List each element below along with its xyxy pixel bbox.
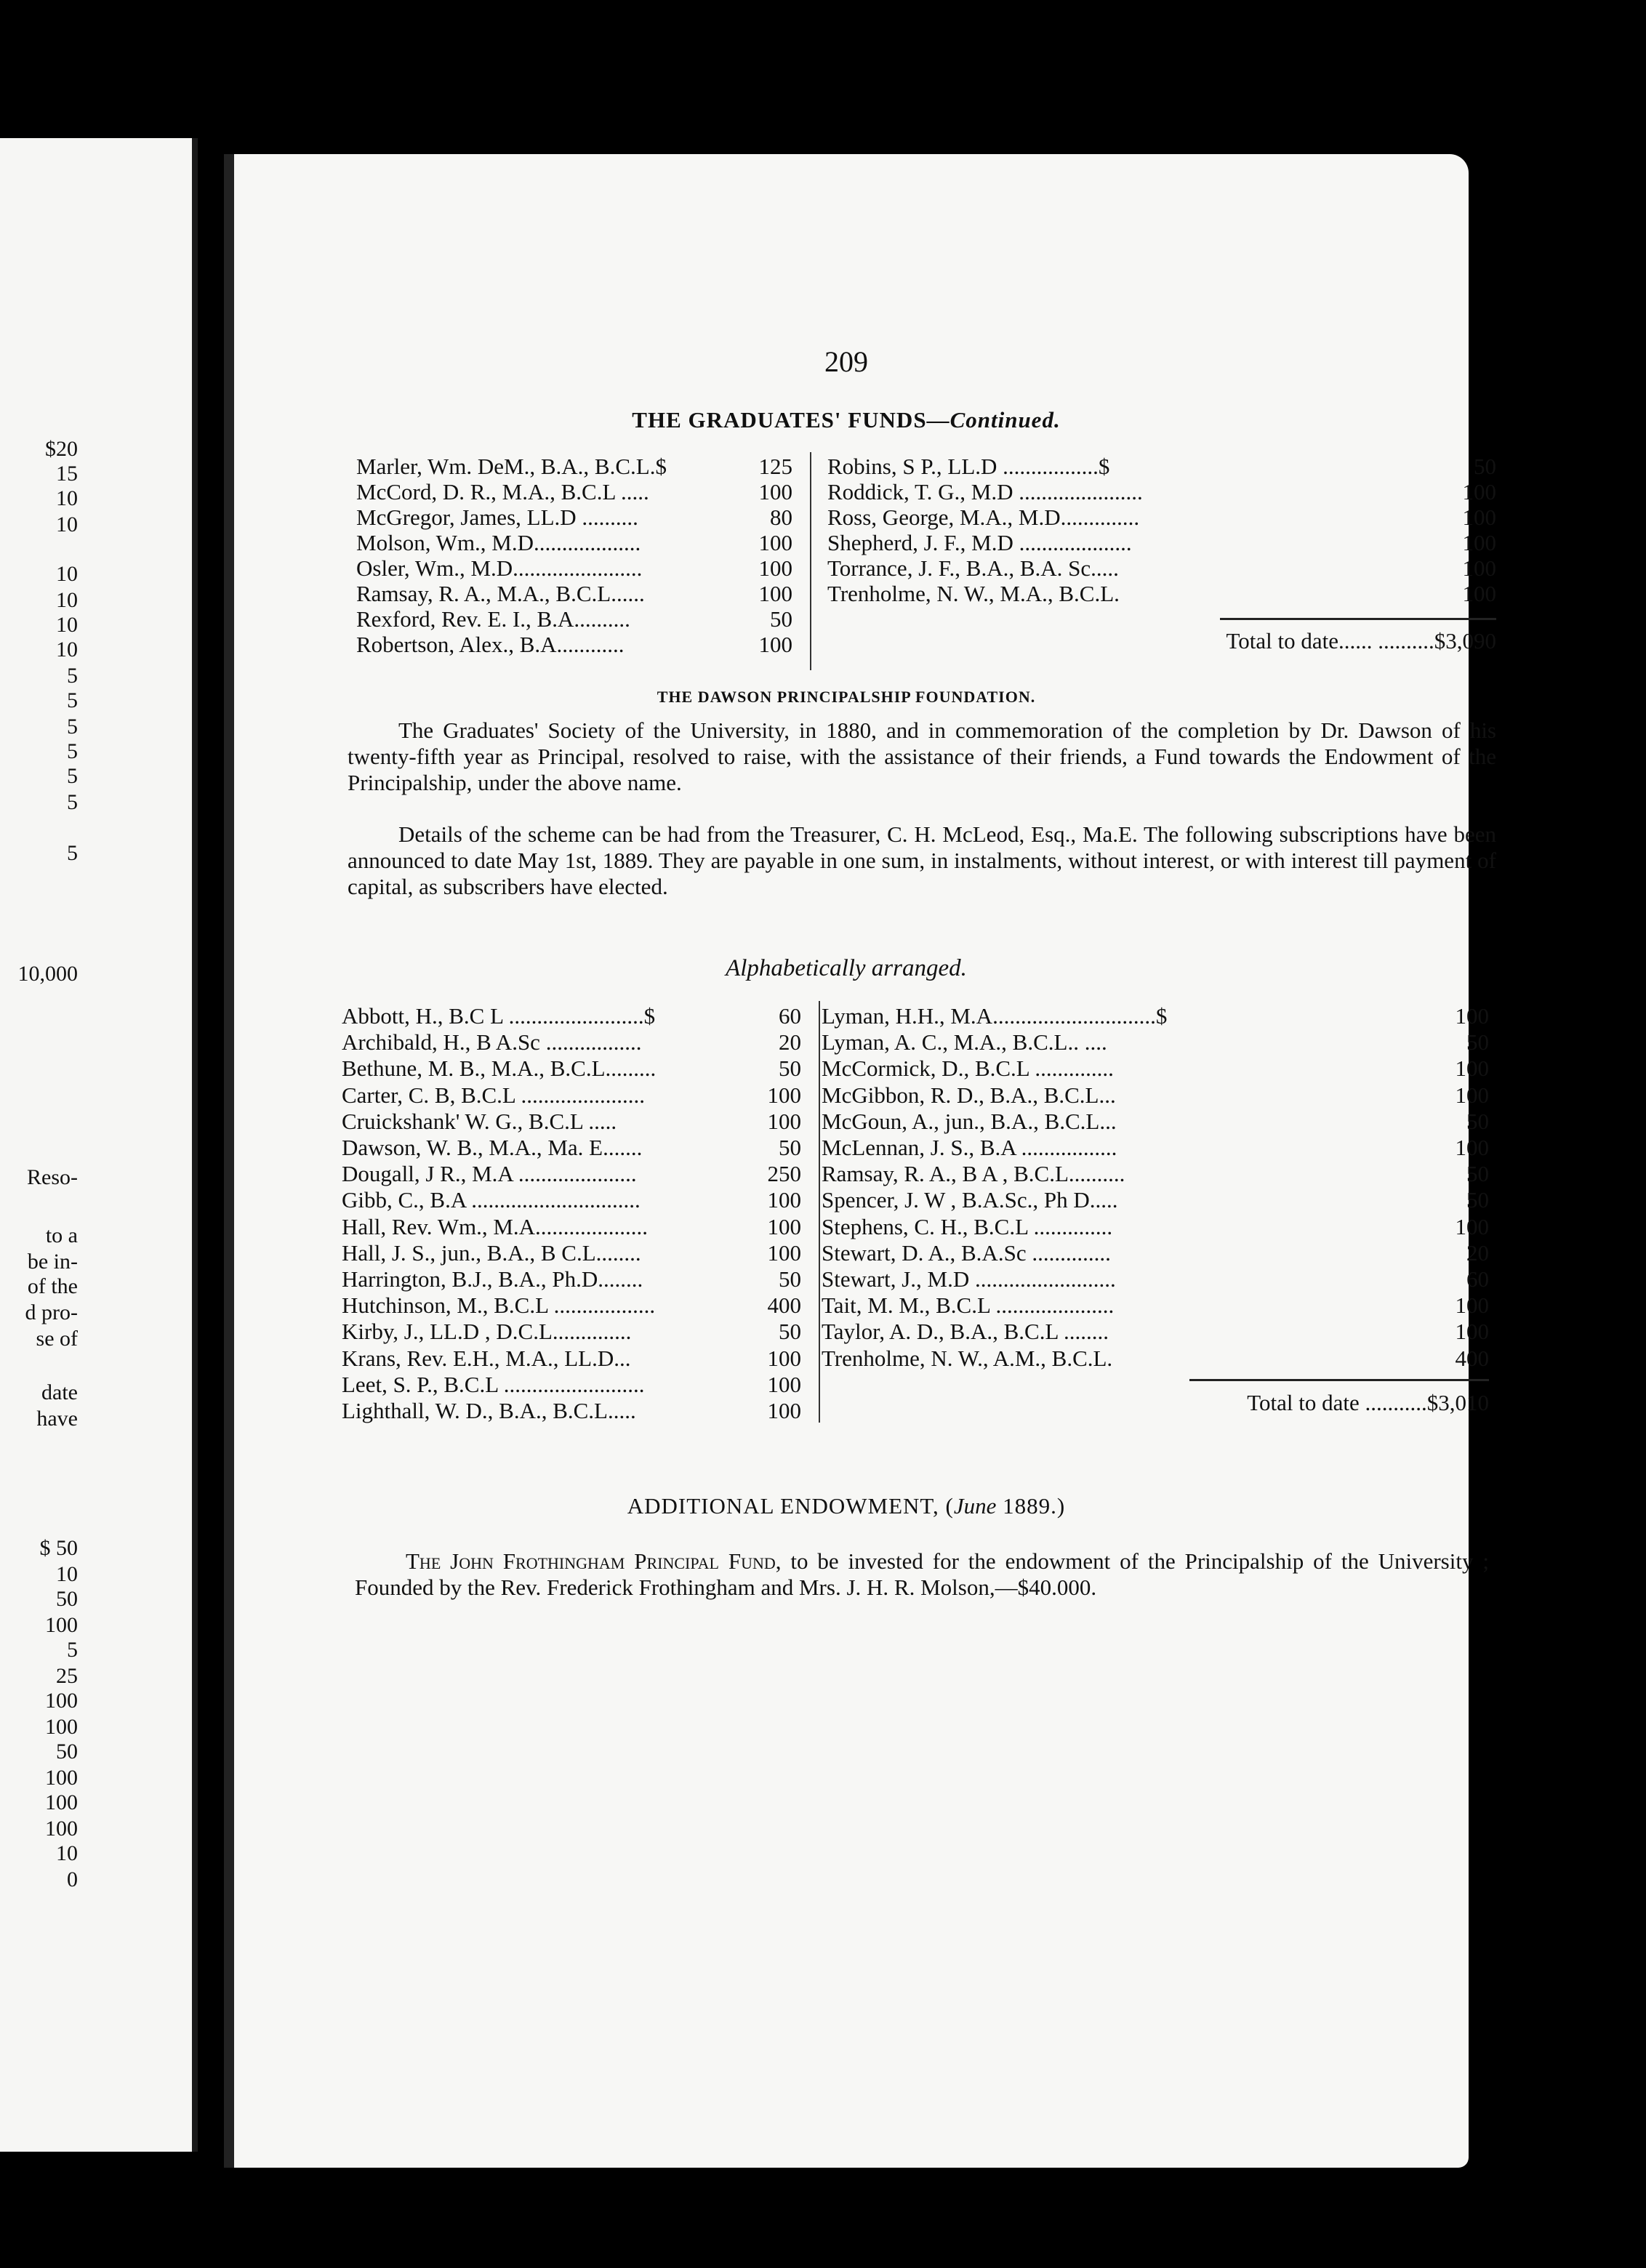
facing-page-line: 10,000	[17, 962, 78, 986]
facing-page-line: 0	[67, 1867, 78, 1891]
amount: 50	[779, 1135, 801, 1160]
heading-text: THE GRADUATES' FUNDS—	[632, 407, 950, 433]
amount: 50	[1474, 454, 1496, 479]
facing-page-line: Reso-	[27, 1165, 78, 1189]
amount: 50	[1466, 1108, 1489, 1134]
additional-endowment-paragraph	[355, 1548, 1489, 1601]
subscriber-name: Hutchinson, M., B.C.L ..................	[342, 1292, 656, 1319]
subscriber-name: Ramsay, R. A., M.A., B.C.L......	[356, 581, 645, 606]
paragraph-text: The Graduates' Society of the University, in 1880, and in commemoration of the completion by Dr. Dawson of his twenty-fifth year as Principal, resolved to raise, with the assistance of their friends, a Fund towards the Endowment of the Principalship, under the above name.	[348, 717, 1496, 795]
facing-page-line: 100	[45, 1790, 78, 1814]
paragraph-text: Details of the scheme can be had from the Treasurer, C. H. McLeod, Esq., Ma.E. The following subscriptions have been announced to date May 1st, 1889. They are payable in one sum, in instalments, without interest, or with interest till payment of capital, as subscribers have elected.	[348, 821, 1496, 899]
facing-page-line: 5	[67, 664, 78, 688]
subscriber-name: Bethune, M. B., M.A., B.C.L.........	[342, 1055, 657, 1082]
amount: 400	[1455, 1345, 1489, 1371]
graduates-funds-total: Total to date...... ..........$3,090	[1226, 628, 1496, 654]
subscriber-name: Carter, C. B, B.C.L ......................	[342, 1082, 645, 1108]
subscriber-name: Lighthall, W. D., B.A., B.C.L.....	[342, 1398, 636, 1423]
facing-page-line: $ 50	[39, 1536, 78, 1560]
fund-name: The John Frothingham Principal Fund	[406, 1548, 776, 1574]
amount: 100	[1455, 1213, 1489, 1239]
subscriber-name: Roddick, T. G., M.D ......................	[827, 479, 1143, 504]
subscriber-name: Taylor, A. D., B.A., B.C.L ........	[822, 1319, 1109, 1345]
subscriber-name: Hall, Rev. Wm., M.A....................	[342, 1213, 649, 1239]
facing-page-line: 100	[45, 1766, 78, 1790]
subscriber-name: Ramsay, R. A., B A , B.C.L..........	[822, 1161, 1125, 1187]
subscriber-name: McCormick, D., B.C.L ..............	[822, 1055, 1114, 1082]
facing-page-line: 100	[45, 1613, 78, 1637]
subscriber-name: Trenholme, N. W., M.A., B.C.L.	[827, 581, 1120, 606]
amount: 100	[767, 1345, 801, 1371]
heading-italic: June	[953, 1493, 997, 1519]
amount: 100	[767, 1213, 801, 1239]
facing-page-line: se of	[36, 1327, 78, 1351]
amount: 100	[758, 530, 792, 555]
amount: 100	[1462, 581, 1496, 606]
paragraph-text	[355, 1548, 1489, 1601]
facing-page-line: 10	[56, 1562, 78, 1586]
amount: 100	[1462, 555, 1496, 581]
subscriber-name: Osler, Wm., M.D.......................	[356, 555, 643, 581]
facing-page-line: 100	[45, 1715, 78, 1739]
facing-page-line: 100	[45, 1689, 78, 1713]
facing-page-line: 10	[56, 486, 78, 510]
amount: 100	[1455, 1003, 1489, 1029]
page-number: 209	[824, 345, 868, 378]
heading-end: 1889.)	[996, 1493, 1066, 1519]
subscriber-name: McLennan, J. S., B.A .................	[822, 1135, 1117, 1160]
amount: 100	[758, 581, 792, 606]
facing-page-line: 15	[56, 462, 78, 486]
subscriber-name: Stephens, C. H., B.C.L ..............	[822, 1213, 1113, 1239]
subscriber-name: Tait, M. M., B.C.L .....................	[822, 1292, 1115, 1319]
facing-page-line: 5	[67, 739, 78, 763]
amount: 100	[758, 632, 792, 657]
subscriber-name: Trenholme, N. W., A.M., B.C.L.	[822, 1345, 1113, 1371]
subscriber-name: Marler, Wm. DeM., B.A., B.C.L.$	[356, 454, 667, 479]
subscriber-name: Robertson, Alex., B.A............	[356, 632, 625, 657]
subscriber-name: Stewart, J., M.D .........................	[822, 1266, 1116, 1292]
amount: 100	[767, 1239, 801, 1266]
amount: 100	[1455, 1135, 1489, 1160]
subscriber-name: McGoun, A., jun., B.A., B.C.L...	[822, 1108, 1117, 1134]
subscriber-name: Dougall, J R., M.A .....................	[342, 1161, 637, 1187]
amount: 60	[779, 1003, 801, 1029]
facing-page-line: of the	[27, 1274, 78, 1298]
amount: 50	[770, 606, 792, 632]
facing-page-line: 10	[56, 562, 78, 586]
amount: 60	[1466, 1266, 1489, 1292]
dawson-total: Total to date ...........$3,010	[1247, 1390, 1489, 1415]
subscriber-name: Rexford, Rev. E. I., B.A..........	[356, 606, 630, 632]
amount: 50	[779, 1055, 801, 1082]
subscriber-name: Lyman, A. C., M.A., B.C.L.. ....	[822, 1029, 1107, 1055]
amount: 100	[758, 555, 792, 581]
facing-page-line: 50	[56, 1587, 78, 1611]
amount: 100	[1455, 1055, 1489, 1082]
subscriber-name: Shepherd, J. F., M.D ....................	[827, 530, 1132, 555]
amount: 100	[1462, 530, 1496, 555]
subscriber-name: Archibald, H., B A.Sc .................	[342, 1029, 642, 1055]
facing-page-line: be in-	[27, 1250, 78, 1274]
alphabetical-subheading: Alphabetically arranged.	[726, 955, 967, 981]
facing-page-line: have	[36, 1407, 78, 1431]
graduates-funds-heading	[224, 407, 1469, 433]
facing-page-line: 5	[67, 715, 78, 739]
amount: 100	[767, 1082, 801, 1108]
facing-page-line: $20	[45, 437, 78, 461]
heading-text: ADDITIONAL ENDOWMENT, (	[627, 1493, 954, 1519]
amount: 400	[767, 1292, 801, 1319]
facing-page-line: 100	[45, 1817, 78, 1841]
facing-page-line: 10	[56, 588, 78, 612]
subscriber-name: Dawson, W. B., M.A., Ma. E.......	[342, 1135, 643, 1160]
facing-page-line: 5	[67, 841, 78, 865]
column-divider	[810, 452, 811, 670]
amount: 100	[1455, 1319, 1489, 1345]
facing-page-line: 25	[56, 1664, 78, 1688]
amount: 20	[779, 1029, 801, 1055]
amount: 50	[1466, 1029, 1489, 1055]
facing-page-line: 5	[67, 1638, 78, 1662]
facing-page-line: 10	[56, 613, 78, 637]
facing-page-line: d pro-	[25, 1300, 78, 1324]
amount: 100	[767, 1187, 801, 1213]
total-rule	[1189, 1379, 1489, 1381]
subscriber-name: Abbott, H., B.C L ........................$	[342, 1003, 656, 1029]
page-binding-edge	[224, 154, 234, 2168]
amount: 20	[1466, 1239, 1489, 1266]
fund-description: , to be invested for the endowment of the Principalship of the University ; Founded by the Rev. Frederick Frothingham and Mrs. J. H. R. Molson,—$40.000.	[355, 1548, 1489, 1600]
amount: 100	[767, 1108, 801, 1134]
facing-page-fragment	[0, 138, 198, 2152]
facing-page-line: 50	[56, 1740, 78, 1764]
subscriber-name: Ross, George, M.A., M.D..............	[827, 504, 1140, 530]
column-divider	[819, 1001, 820, 1423]
facing-page-line: 10	[56, 638, 78, 662]
amount: 100	[758, 479, 792, 504]
amount: 250	[767, 1161, 801, 1187]
amount: 100	[767, 1371, 801, 1397]
subscriber-name: Hall, J. S., jun., B.A., B C.L........	[342, 1239, 641, 1266]
amount: 100	[767, 1398, 801, 1423]
subscriber-name: Stewart, D. A., B.A.Sc ..............	[822, 1239, 1111, 1266]
dawson-paragraph-1	[348, 717, 1496, 796]
facing-page-line: 5	[67, 764, 78, 788]
amount: 50	[1466, 1161, 1489, 1187]
subscriber-name: Robins, S P., LL.D .................$	[827, 454, 1110, 479]
subscriber-name: Cruickshank' W. G., B.C.L .....	[342, 1108, 617, 1134]
heading-italic: Continued.	[950, 407, 1061, 433]
facing-page-line: to a	[45, 1223, 78, 1247]
amount: 50	[1466, 1187, 1489, 1213]
page-gutter	[192, 138, 198, 2152]
additional-endowment-heading	[224, 1493, 1469, 1519]
subscriber-name: McGibbon, R. D., B.A., B.C.L...	[822, 1082, 1116, 1108]
facing-page-line: 10	[56, 1841, 78, 1865]
subscriber-name: Torrance, J. F., B.A., B.A. Sc.....	[827, 555, 1119, 581]
subscriber-name: Molson, Wm., M.D...................	[356, 530, 641, 555]
subscriber-name: Harrington, B.J., B.A., Ph.D........	[342, 1266, 643, 1292]
subscriber-name: McCord, D. R., M.A., B.C.L .....	[356, 479, 649, 504]
amount: 100	[1462, 504, 1496, 530]
document-page	[224, 154, 1496, 2168]
facing-page-line: 10	[56, 512, 78, 536]
facing-page-line: date	[41, 1380, 78, 1404]
subscriber-name: Leet, S. P., B.C.L .........................	[342, 1371, 645, 1397]
amount: 50	[779, 1266, 801, 1292]
amount: 50	[779, 1319, 801, 1345]
facing-page-line: 5	[67, 790, 78, 814]
subscriber-name: Krans, Rev. E.H., M.A., LL.D...	[342, 1345, 631, 1371]
subscriber-name: McGregor, James, LL.D ..........	[356, 504, 638, 530]
amount: 125	[758, 454, 792, 479]
amount: 100	[1462, 479, 1496, 504]
subscriber-name: Kirby, J., LL.D , D.C.L..............	[342, 1319, 632, 1345]
dawson-paragraph-2	[348, 821, 1496, 900]
facing-page-line: 5	[67, 688, 78, 712]
amount: 100	[1455, 1082, 1489, 1108]
amount: 100	[1455, 1292, 1489, 1319]
subscriber-name: Spencer, J. W , B.A.Sc., Ph D.....	[822, 1187, 1118, 1213]
dawson-heading: THE DAWSON PRINCIPALSHIP FOUNDATION.	[657, 688, 1036, 706]
subscriber-name: Lyman, H.H., M.A.............................$	[822, 1003, 1168, 1029]
total-rule	[1220, 618, 1496, 620]
subscriber-name: Gibb, C., B.A ..............................	[342, 1187, 641, 1213]
amount: 80	[770, 504, 792, 530]
